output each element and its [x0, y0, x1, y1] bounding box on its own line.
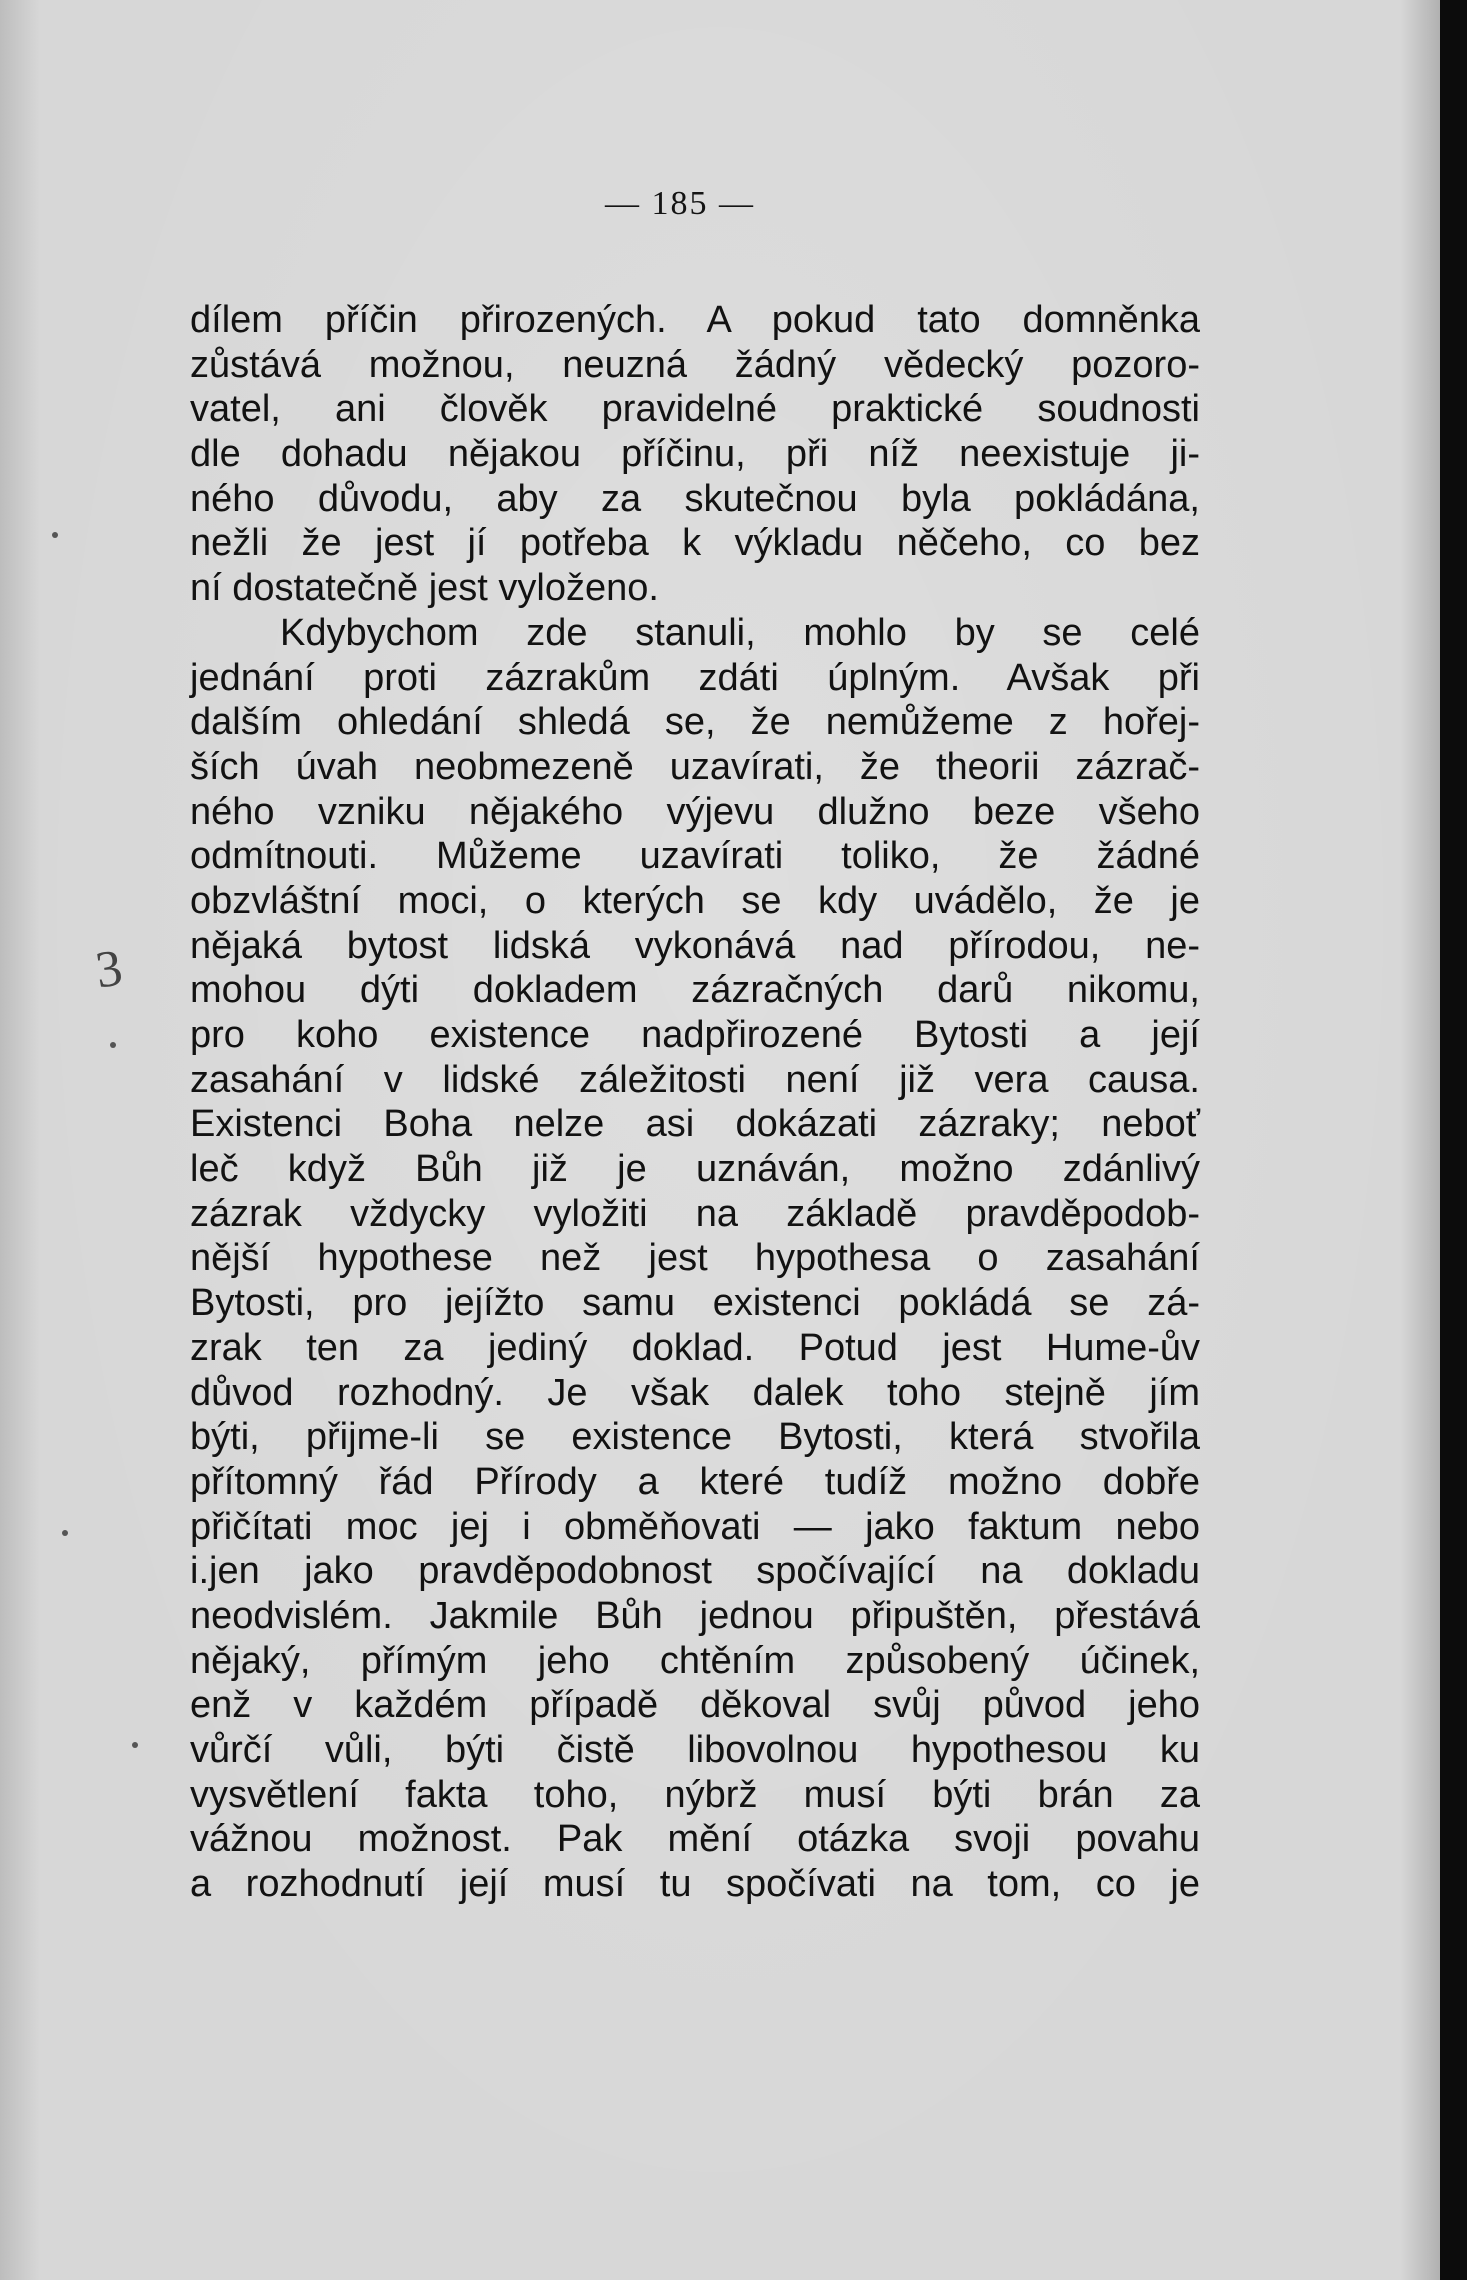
- text-line: leč když Bůh již je uznáván, možno zdánlivý: [190, 1148, 1200, 1191]
- text-line: nějaký, přímým jeho chtěním způsobený účinek,: [190, 1639, 1200, 1682]
- text-line: ní dostatečně jest vyloženo.: [190, 567, 659, 610]
- text-line: obzvláštní moci, o kterých se kdy uvádělo, že je: [190, 879, 1200, 922]
- text-line: přičítati moc jej i obměňovati — jako faktum nebo: [190, 1505, 1200, 1548]
- text-line: zázrak vždycky vyložiti na základě pravděpodob-: [190, 1192, 1200, 1235]
- text-line: dílem příčin přirozených. A pokud tato domněnka: [190, 299, 1200, 341]
- text-line: Kdybychom zde stanuli, mohlo by se celé: [280, 611, 1200, 654]
- text-line: dalším ohledání shledá se, že nemůžeme z hořej-: [190, 701, 1200, 744]
- text-line: dle dohadu nějakou příčinu, při níž neexistuje ji-: [190, 433, 1200, 476]
- page-number: — 185 —: [605, 185, 755, 222]
- speck: [132, 1742, 138, 1748]
- text-line: vůrčí vůli, býti čistě libovolnou hypothesou ku: [190, 1729, 1200, 1771]
- text-line: přítomný řád Přírody a které tudíž možno dobře: [190, 1460, 1200, 1503]
- speck: [52, 532, 58, 538]
- handwritten-margin-mark: 3: [92, 939, 126, 1000]
- page-binding-shadow: [0, 0, 40, 2280]
- text-line: nějaká bytost lidská vykonává nad přírodou, ne-: [190, 924, 1200, 967]
- speck: [62, 1530, 68, 1536]
- text-line: ného vzniku nějakého výjevu dlužno beze všeho: [190, 790, 1200, 833]
- text-line: mohou dýti dokladem zázračných darů nikomu,: [190, 969, 1200, 1012]
- text-line: nější hypothese než jest hypothesa o zasahání: [190, 1237, 1200, 1280]
- text-line: i.jen jako pravděpodobnost spočívající na dokladu: [190, 1550, 1200, 1593]
- text-line: vysvětlení fakta toho, nýbrž musí býti brán za: [190, 1773, 1200, 1816]
- text-line: zrak ten za jediný doklad. Potud jest Hume-ův: [190, 1326, 1200, 1369]
- text-line: důvod rozhodný. Je však dalek toho stejně jím: [190, 1371, 1200, 1414]
- text-line: a rozhodnutí její musí tu spočívati na tom, co je: [190, 1863, 1200, 1906]
- text-line: ného důvodu, aby za skutečnou byla pokládána,: [190, 477, 1200, 520]
- text-line: zůstává možnou, neuzná žádný vědecký pozoro-: [190, 343, 1200, 386]
- text-line: neodvislém. Jakmile Bůh jednou připuštěn, přestává: [190, 1594, 1200, 1637]
- text-line: Bytosti, pro jejížto samu existenci pokládá se zá-: [190, 1282, 1200, 1325]
- text-line: zasahání v lidské záležitosti není již vera causa.: [190, 1058, 1200, 1101]
- text-line: odmítnouti. Můžeme uzavírati toliko, že žádné: [190, 835, 1200, 878]
- text-line: enž v každém případě děkoval svůj původ jeho: [190, 1684, 1200, 1727]
- page-edge-shadow: [1400, 0, 1440, 2280]
- text-line: jednání proti zázrakům zdáti úplným. Avšak při: [190, 656, 1200, 699]
- text-line: Existenci Boha nelze asi dokázati zázraky; neboť: [190, 1103, 1200, 1146]
- text-line: býti, přijme-li se existence Bytosti, která stvořila: [190, 1416, 1200, 1459]
- scan-background-edge: [1440, 0, 1467, 2280]
- text-line: ších úvah neobmezeně uzavírati, že theorii zázrač-: [190, 745, 1200, 788]
- text-line: nežli že jest jí potřeba k výkladu něčeho, co bez: [190, 522, 1200, 565]
- speck: [110, 1042, 116, 1048]
- text-line: vážnou možnost. Pak mění otázka svoji povahu: [190, 1818, 1200, 1861]
- body-text: [190, 298, 1200, 1907]
- text-line: pro koho existence nadpřirozené Bytosti a její: [190, 1014, 1200, 1056]
- text-line: vatel, ani člověk pravidelné praktické soudnosti: [190, 388, 1200, 431]
